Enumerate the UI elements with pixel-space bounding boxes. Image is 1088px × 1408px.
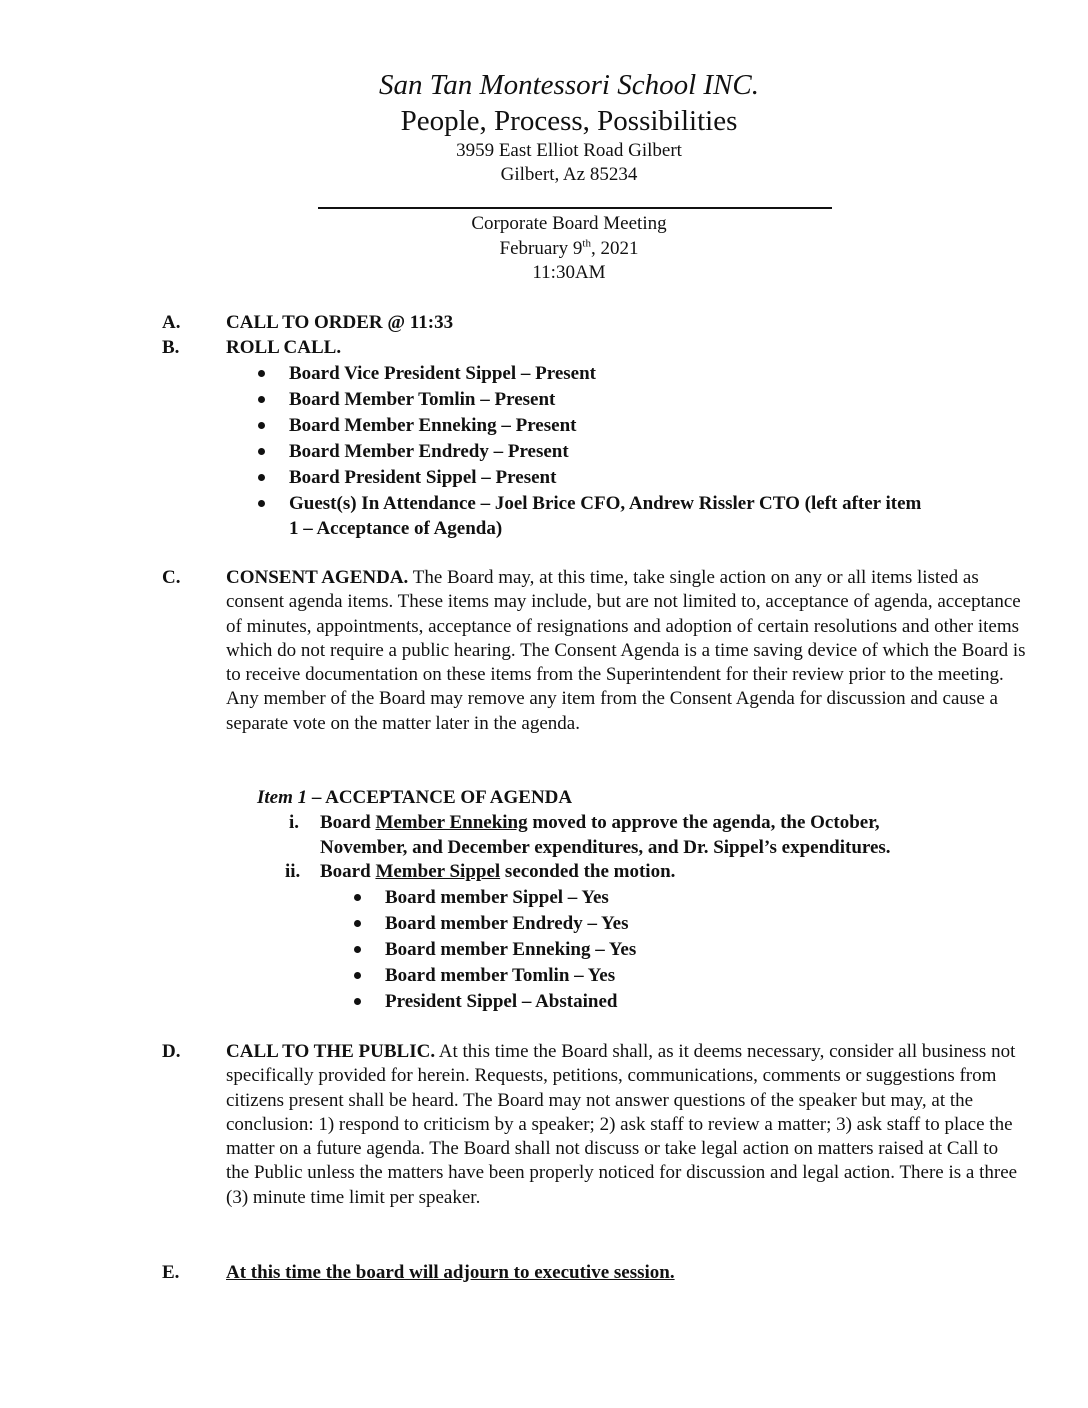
bullet-icon xyxy=(354,946,361,953)
bullet-icon xyxy=(258,422,265,429)
section-d-title: CALL TO THE PUBLIC. xyxy=(226,1041,436,1062)
school-tagline: People, Process, Possibilities xyxy=(400,105,738,137)
attendee-item: Board Member Endredy – Present xyxy=(289,441,569,462)
bullet-icon xyxy=(258,396,265,403)
motion-number: i. xyxy=(289,812,300,833)
bullet-icon xyxy=(258,370,265,377)
section-d-paragraph xyxy=(226,1040,1026,1210)
section-a-title: CALL TO ORDER @ 11:33 xyxy=(226,312,454,333)
vote-item: Board member Enneking – Yes xyxy=(385,939,637,960)
motion-member: Member Enneking xyxy=(375,812,528,833)
item-1-label: Item 1 xyxy=(257,787,308,808)
bullet-icon xyxy=(354,894,361,901)
section-b-title: ROLL CALL. xyxy=(226,337,342,358)
guests-line-2: 1 – Acceptance of Agenda) xyxy=(289,518,503,539)
section-c-title: CONSENT AGENDA. xyxy=(226,567,409,588)
bullet-icon xyxy=(354,972,361,979)
section-a-letter: A. xyxy=(162,312,181,333)
item-1-title: – ACCEPTANCE OF AGENDA xyxy=(307,787,573,808)
attendee-item: Board President Sippel – Present xyxy=(289,467,557,488)
attendee-item: Board Member Tomlin – Present xyxy=(289,389,556,410)
bullet-icon xyxy=(354,998,361,1005)
meeting-type: Corporate Board Meeting xyxy=(471,213,667,234)
section-c-letter: C. xyxy=(162,567,181,588)
meeting-time: 11:30AM xyxy=(532,262,606,283)
second-line: Board Member Sippel seconded the motion. xyxy=(320,861,676,882)
address-line-2: Gilbert, Az 85234 xyxy=(500,164,638,185)
vote-item: Board member Tomlin – Yes xyxy=(385,965,616,986)
guests-line-1: Guest(s) In Attendance – Joel Brice CFO, Andrew Rissler CTO (left after item xyxy=(289,493,922,514)
meeting-date: February 9th, 2021 xyxy=(499,237,639,259)
vote-item: Board member Endredy – Yes xyxy=(385,913,629,934)
second-number: ii. xyxy=(285,861,301,882)
section-e-letter: E. xyxy=(162,1262,180,1283)
section-b-letter: B. xyxy=(162,337,180,358)
item-1-heading xyxy=(257,786,572,810)
section-e-title: At this time the board will adjourn to executive session. xyxy=(226,1262,675,1283)
vote-item: President Sippel – Abstained xyxy=(385,991,618,1012)
address-line-1: 3959 East Elliot Road Gilbert xyxy=(456,140,682,161)
bullet-icon xyxy=(258,500,265,507)
section-d-body: At this time the Board shall, as it deems necessary, consider all business not specifically provided for herein. Requests, petitions, communications, comments or suggestions from citizens present shall be heard. The Board may not answer questions of the speaker but may, at the conclusion: 1) respond to criticism by a speaker; 2) ask staff to review a matter; 3) ask staff to place the matter on a future agenda. The Board shall not discuss or take legal action on matters raised at Call to the Public unless the matters have been properly noticed for discussion and legal action. There is a three (3) minute time limit per speaker. xyxy=(226,1041,1018,1208)
section-d-letter: D. xyxy=(162,1041,181,1062)
attendee-item: Board Member Enneking – Present xyxy=(289,415,577,436)
attendee-item: Board Vice President Sippel – Present xyxy=(289,363,596,384)
motion-line-2: November, and December expenditures, and Dr. Sippel’s expenditures. xyxy=(320,837,891,858)
school-name: San Tan Montessori School INC. xyxy=(379,69,759,101)
motion-line-1: Board Member Enneking moved to approve the agenda, the October, xyxy=(320,812,880,833)
vote-item: Board member Sippel – Yes xyxy=(385,887,609,908)
section-c-body: The Board may, at this time, take single action on any or all items listed as consent agenda items. These items may include, but are not limited to, acceptance of agenda, acceptance of minutes, appointments, acceptance of resignations and adoption of certain resolutions and other items which do not require a public hearing. The Consent Agenda is a time saving device of which the Board is to receive documentation on these items from the Superintendent for their review prior to the meeting. Any member of the Board may remove any item from the Consent Agenda for discussion and cause a separate vote on the matter later in the agenda. xyxy=(226,567,1026,734)
header-divider xyxy=(318,207,832,209)
bullet-icon xyxy=(258,474,265,481)
bullet-icon xyxy=(258,448,265,455)
bullet-icon xyxy=(354,920,361,927)
second-member: Member Sippel xyxy=(375,861,501,882)
section-c-paragraph xyxy=(226,566,1026,736)
